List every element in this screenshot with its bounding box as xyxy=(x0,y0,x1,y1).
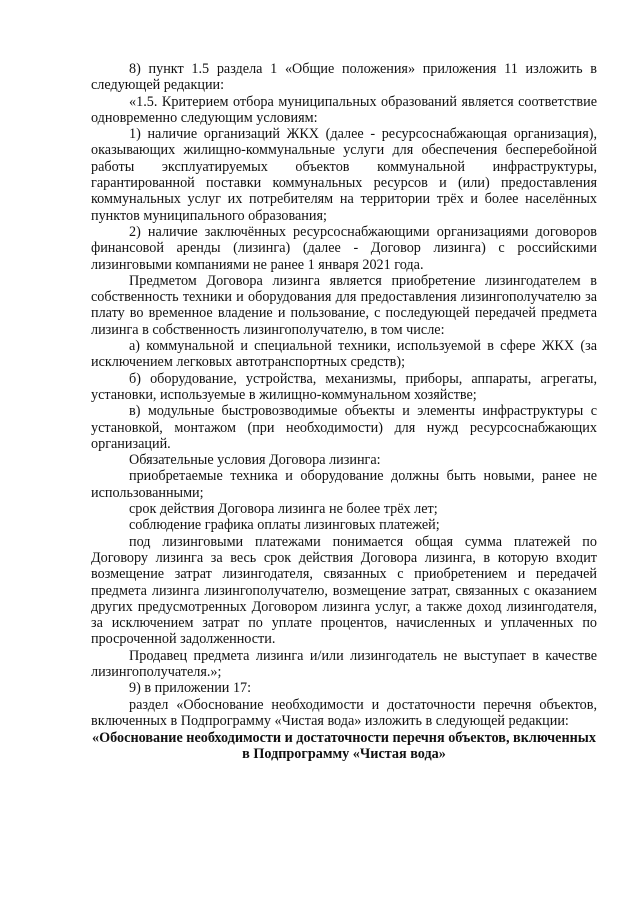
paragraph-lease-payments-definition: под лизинговыми платежами понимается общая сумма платежей по Договору лизинга за весь срок действия Договора лизинга, в которую входит возмещение затрат лизингодателя, связанных с приобретением и передачей предмета лизинга лизингополучателю, возмещение затрат, связанных с оказанием других предусмотренных Договором лизинга услуг, а также доход лизингодателя, за исключением затрат по уплате процентов, начисленных и уплаченных по просроченной задолженности. xyxy=(91,533,597,648)
paragraph-section-replacement: раздел «Обоснование необходимости и достаточности перечня объектов, включенных в Подпрограмму «Чистая вода» изложить в следующей редакции: xyxy=(91,696,597,729)
paragraph-condition-term: срок действия Договора лизинга не более трёх лет; xyxy=(129,501,438,518)
paragraph-item-9: 9) в приложении 17: xyxy=(129,680,252,697)
paragraph-condition-2: 2) наличие заключённых ресурсоснабжающими организациями договоров финансовой аренды (лизинга) (далее - Договор лизинга) с российскими лизинговыми компаниями не ранее 1 января 2021 года. xyxy=(91,223,597,273)
paragraph-seller-clause: Продавец предмета лизинга и/или лизингодатель не выступает в качестве лизингополучателя.»; xyxy=(91,647,597,680)
paragraph-condition-payments: соблюдение графика оплаты лизинговых платежей; xyxy=(129,517,440,534)
paragraph-condition-1: 1) наличие организаций ЖКХ (далее - ресурсоснабжающая организация), оказывающих жилищно-коммунальные услуги для обеспечения бесперебойной работы эксплуатируемых объектов коммунальной инфраструктуры, гарантированной поставки коммунальных ресурсов и (или) предоставления коммунальных услуг их потребителям на территории трёх и более населённых пунктов муниципального образования; xyxy=(91,126,597,224)
paragraph-mandatory-conditions: Обязательные условия Договора лизинга: xyxy=(129,452,381,469)
paragraph-condition-new-equipment: приобретаемые техника и оборудование должны быть новыми, ранее не использованными; xyxy=(91,468,597,501)
paragraph-item-8: 8) пункт 1.5 раздела 1 «Общие положения» приложения 11 изложить в следующей редакции: xyxy=(91,61,597,94)
paragraph-lease-subject: Предметом Договора лизинга является приобретение лизингодателем в собственность техники и оборудования для предоставления лизингополучателю за плату во временное владение и пользование, с последующей передачей предмета лизинга в собственность лизингополучателю, в том числе: xyxy=(91,272,597,338)
paragraph-lease-subject-c: в) модульные быстровозводимые объекты и элементы инфраструктуры с установкой, монтажом (при необходимости) для нужд ресурсоснабжающих организаций. xyxy=(91,403,597,452)
paragraph-lease-subject-b: б) оборудование, устройства, механизмы, приборы, аппараты, агрегаты, установки, используемые в жилищно-коммунальном хозяйстве; xyxy=(91,370,597,403)
paragraph-lease-subject-a: а) коммунальной и специальной техники, используемой в сфере ЖКХ (за исключением легковых автотранспортных средств); xyxy=(91,338,597,371)
section-heading: «Обоснование необходимости и достаточности перечня объектов, включенных в Подпрограмму «Чистая вода» xyxy=(92,730,596,763)
paragraph-criteria-1-5: «1.5. Критерием отбора муниципальных образований является соответствие одновременно следующим условиям: xyxy=(91,93,597,126)
document-page xyxy=(91,61,597,763)
